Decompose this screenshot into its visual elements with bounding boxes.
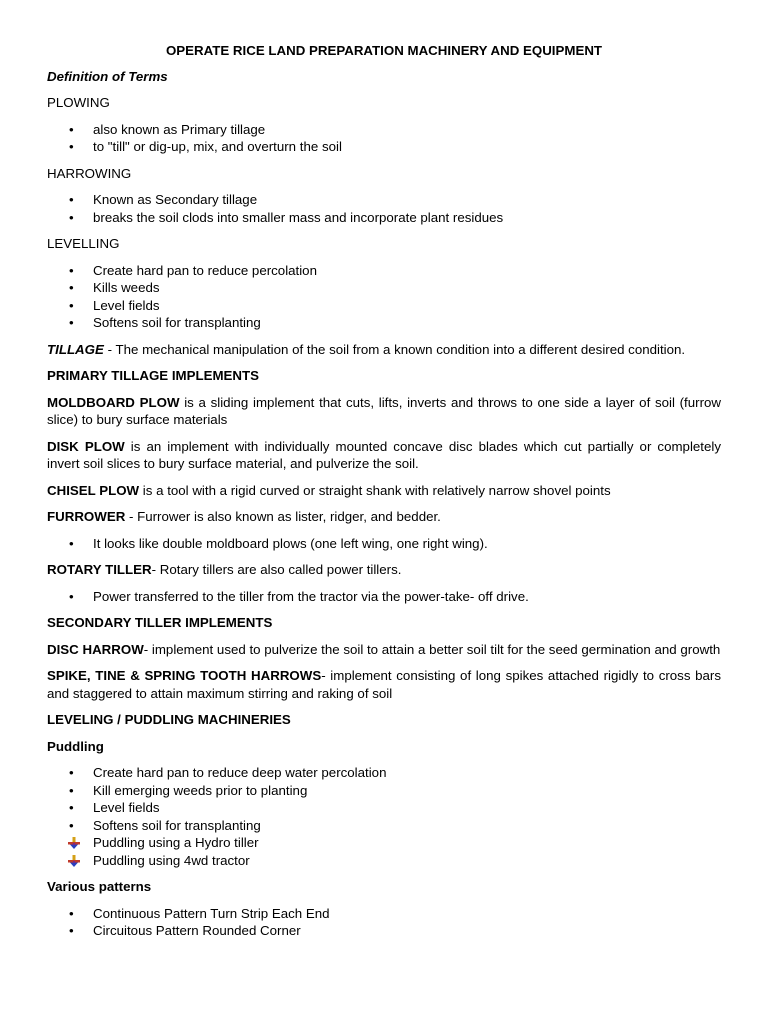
list-item: • Create hard pan to reduce percolation [69, 262, 317, 278]
harrowing-heading: HARROWING [47, 165, 132, 181]
levelling-list [47, 262, 721, 332]
tillage-definition: TILLAGE - The mechanical manipulation of the soil from a known condition into a different desired condition. [47, 341, 686, 357]
chisel-plow-term: CHISEL PLOW [47, 482, 140, 498]
list-item: • breaks the soil clods into smaller mass and incorporate plant residues [69, 209, 504, 225]
document-page [47, 42, 721, 949]
list-item: Puddling using 4wd tractor [47, 852, 721, 870]
bullet: • [69, 765, 74, 780]
bullet: • [69, 817, 74, 833]
list-item: • Continuous Pattern Turn Strip Each End [69, 905, 330, 921]
disc-harrow-term: DISC HARROW [47, 641, 144, 657]
patterns-heading: Various patterns [47, 879, 152, 894]
list-item: • Softens soil for transplanting [69, 315, 261, 330]
disk-plow-term: DISK PLOW [47, 438, 125, 454]
chisel-plow-definition: CHISEL PLOW is a tool with a rigid curved or straight shank with relatively narrow shovel points [47, 482, 611, 498]
leveling-puddling-heading: LEVELING / PUDDLING MACHINERIES [47, 712, 291, 727]
bullet: • [69, 800, 74, 815]
rotary-tiller-definition: ROTARY TILLER- Rotary tillers are also called power tillers. [47, 562, 402, 577]
tillage-term: TILLAGE [47, 341, 104, 357]
document-title: OPERATE RICE LAND PREPARATION MACHINERY AND EQUIPMENT [165, 43, 603, 58]
primary-tillage-heading: PRIMARY TILLAGE IMPLEMENTS [47, 368, 260, 383]
plowing-list [47, 121, 721, 156]
puddling-list [47, 764, 721, 869]
four-color-arrow-icon [68, 837, 80, 849]
bullet: • [69, 535, 74, 551]
bullet: • [69, 315, 74, 330]
list-item: • It looks like double moldboard plows (one left wing, one right wing). [69, 535, 488, 551]
levelling-heading: LEVELLING [47, 236, 120, 251]
rotary-list [47, 588, 721, 606]
patterns-list [47, 905, 721, 940]
bullet: • [69, 588, 74, 604]
list-item: • Kill emerging weeds prior to planting [69, 782, 308, 798]
list-item: • to "till" or dig-up, mix, and overturn the soil [69, 139, 342, 154]
bullet: • [69, 209, 74, 225]
list-item: • Softens soil for transplanting [69, 817, 261, 833]
moldboard-definition: MOLDBOARD PLOW is a sliding implement that cuts, lifts, inverts and throws to one side a layer of soil (furrow slice) to bury surface materials [47, 394, 722, 427]
bullet: • [69, 923, 74, 938]
list-item: • also known as Primary tillage [69, 121, 266, 137]
four-color-arrow-icon [68, 855, 80, 867]
puddling-heading: Puddling [47, 738, 104, 754]
furrower-term: FURROWER [47, 509, 126, 524]
list-item: • Create hard pan to reduce deep water percolation [69, 765, 387, 780]
spike-harrow-definition: SPIKE, TINE & SPRING TOOTH HARROWS- implement consisting of long spikes attached rigidly to cross bars and staggered to attain maximum stirring and raking of soil [47, 668, 721, 701]
bullet: • [69, 905, 74, 921]
bullet: • [69, 782, 74, 798]
plowing-heading: PLOWING [47, 95, 110, 110]
secondary-tiller-heading: SECONDARY TILLER IMPLEMENTS [47, 615, 273, 630]
disk-plow-definition: DISK PLOW is an implement with individually mounted concave disc blades which cut partially or completely invert soil slices to bury surface material, and pulverize the soil. [47, 438, 721, 471]
list-item: • Known as Secondary tillage [69, 192, 258, 207]
definition-heading: Definition of Terms [47, 68, 168, 84]
list-item: • Circuitous Pattern Rounded Corner [69, 923, 301, 938]
furrower-definition: FURROWER - Furrower is also known as lister, ridger, and bedder. [47, 509, 441, 524]
furrower-list [47, 535, 721, 553]
moldboard-term: MOLDBOARD PLOW [47, 394, 180, 410]
disc-harrow-definition: DISC HARROW- implement used to pulverize the soil to attain a better soil tilt for the seed germination and growth [47, 641, 721, 657]
list-item: • Level fields [69, 297, 160, 313]
bullet: • [69, 192, 74, 207]
harrowing-list [47, 191, 721, 226]
list-item: Puddling using a Hydro tiller [47, 834, 721, 852]
list-item: • Kills weeds [69, 280, 160, 295]
spike-harrow-term: SPIKE, TINE & SPRING TOOTH HARROWS [47, 668, 322, 683]
bullet: • [69, 280, 74, 295]
bullet: • [69, 262, 74, 278]
bullet: • [69, 297, 74, 313]
bullet: • [69, 121, 74, 137]
rotary-tiller-term: ROTARY TILLER [47, 562, 152, 577]
list-item: • Power transferred to the tiller from the tractor via the power-take- off drive. [69, 588, 529, 604]
list-item: • Level fields [69, 800, 160, 815]
bullet: • [69, 139, 74, 154]
